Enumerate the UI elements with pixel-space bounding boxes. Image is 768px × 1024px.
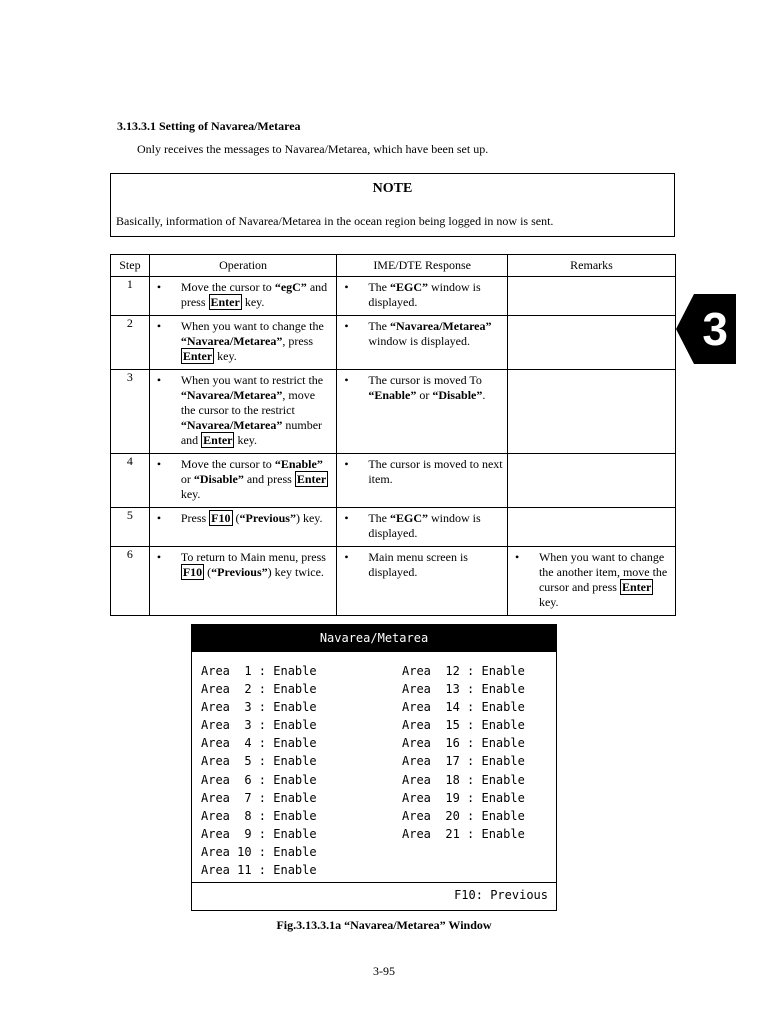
figure-caption: Fig.3.13.3.1a “Navarea/Metarea” Window [276,918,492,932]
remarks-cell [507,508,675,547]
section-heading: 3.13.3.1 Setting of Navarea/Metarea [117,119,301,133]
key-label: Enter [210,295,240,309]
bold-term: “Navarea/Metarea” [180,334,283,348]
area-entry[interactable]: Area 5 : Enable [201,754,317,769]
table-row [111,547,676,616]
operation-cell [149,277,337,316]
text-run: When you want to restrict the [180,373,324,387]
step-number: 1 [111,277,150,316]
key-label: Enter [621,580,652,594]
step-number: 4 [111,454,150,508]
window-footer: F10: Previous [454,888,548,902]
procedure-table [110,254,676,616]
bold-term: “Navarea/Metarea” [389,319,492,333]
bold-term: “Enable” [368,388,417,402]
area-entry[interactable]: Area 10 : Enable [201,844,317,859]
remarks-cell [507,316,675,370]
bold-term: “EGC” [389,511,428,525]
bold-term: “Previous” [239,511,296,525]
text-run: , move the cursor to the restrict [180,388,316,417]
bold-term: “EGC” [389,280,428,294]
table-row [111,370,676,454]
text-run: and press [243,472,295,486]
key-label: F10 [182,565,203,579]
operation-cell [149,316,337,370]
text-run: The cursor is moved to next item. [368,457,503,486]
text-run: ( [232,511,240,525]
table-row [111,454,676,508]
area-entry[interactable]: Area 21 : Enable [402,826,525,841]
table-header-row [111,255,676,277]
step-number: 3 [111,370,150,454]
text-run: The [368,511,390,525]
text-run: Main menu screen is displayed. [368,550,468,579]
bullet-item [150,454,337,507]
area-entry[interactable]: Area 8 : Enable [201,808,317,823]
text-run: or [180,472,194,486]
header-step: Step [111,255,150,277]
area-entry[interactable]: Area 3 : Enable [201,700,317,715]
bold-term: “Enable” [274,457,323,471]
text-run: ) key twice. [267,565,324,579]
operation-cell [149,370,337,454]
text-run: key. [214,349,237,363]
bullet-item [337,277,507,315]
header-operation: Operation [149,255,337,277]
text-run: When you want to change the [180,319,324,333]
bullet-item [337,454,507,492]
text-run: Move the cursor to [180,280,275,294]
bullet-item [337,370,507,408]
area-entry[interactable]: Area 1 : Enable [201,664,317,678]
text-run: key. [538,595,559,609]
response-cell [337,316,508,370]
bullet-item [150,316,337,369]
text-run: number and [180,418,323,447]
operation-cell [149,454,337,508]
text-run: ) key. [295,511,323,525]
chapter-tab-number: 3 [702,303,728,355]
step-number: 5 [111,508,150,547]
table-row [111,316,676,370]
text-run: window is displayed. [368,511,481,540]
table-body [111,277,676,616]
bold-term: “Navarea/Metarea” [180,418,283,432]
note-box [110,173,675,237]
note-title: NOTE [372,181,413,196]
area-entry[interactable]: Area 6 : Enable [201,772,317,787]
area-entry[interactable]: Area 20 : Enable [402,808,525,823]
response-cell [337,277,508,316]
bullet-item [337,547,507,585]
area-entry[interactable]: Area 15 : Enable [402,718,525,733]
response-cell [337,508,508,547]
intro-text: Only receives the messages to Navarea/Metarea, which have been set up. [137,142,489,156]
text-run: key. [180,487,201,501]
area-entry[interactable]: Area 3 : Enable [201,718,317,733]
table-row [111,277,676,316]
text-run: Press [180,511,210,525]
header-remarks: Remarks [507,255,675,277]
area-entry[interactable]: Area 4 : Enable [201,736,317,751]
text-run: The [368,280,390,294]
bullet-item [150,547,337,585]
bullet-item [150,508,337,531]
text-run: or [416,388,433,402]
step-number: 2 [111,316,150,370]
text-run: window is displayed. [368,280,481,309]
remarks-cell [507,370,675,454]
page-number: 3-95 [373,964,395,978]
area-entry[interactable]: Area 11 : Enable [201,863,317,878]
area-entry[interactable]: Area 7 : Enable [201,790,317,805]
step-number: 6 [111,547,150,616]
bold-term: “Navarea/Metarea” [180,388,283,402]
operation-cell [149,508,337,547]
remarks-cell [507,277,675,316]
bullet-item [337,508,507,546]
area-entry[interactable]: Area 17 : Enable [402,754,525,769]
text-run: To return to Main menu, press [180,550,326,564]
bullet-item [337,316,507,354]
text-run: , press [282,334,314,348]
text-run: The cursor is moved To [368,373,482,387]
response-cell [337,547,508,616]
area-entry[interactable]: Area 19 : Enable [402,790,525,805]
navarea-window [191,624,557,911]
bold-term: “Previous” [211,565,268,579]
text-run: and press [180,280,328,309]
area-entry[interactable]: Area 9 : Enable [201,826,317,841]
text-run: key. [234,433,258,447]
header-response: IME/DTE Response [337,255,508,277]
remarks-cell [507,547,675,616]
bullet-item [508,547,675,615]
area-list-right [402,662,525,843]
key-label: Enter [296,472,327,486]
area-entry[interactable]: Area 13 : Enable [402,682,525,697]
window-divider [192,882,556,883]
text-run: . [482,388,486,402]
bullet-item [150,370,337,453]
text-run: window is displayed. [368,334,470,348]
remarks-cell [507,454,675,508]
area-list-left [201,662,317,879]
text-run: When you want to change the another item, move the cursor and press [538,550,668,594]
key-label: Enter [182,349,213,363]
text-run: Move the cursor to [180,457,275,471]
window-title: Navarea/Metarea [192,625,556,652]
text-run: The [368,319,390,333]
bold-term: “Disable” [193,472,244,486]
area-entry[interactable]: Area 12 : Enable [402,664,525,678]
text-run: key. [241,295,265,309]
key-label: F10 [211,511,231,525]
area-entry[interactable]: Area 2 : Enable [201,682,317,697]
area-entry[interactable]: Area 14 : Enable [402,700,525,715]
bold-term: “egC” [274,280,307,294]
bold-term: “Disable” [432,388,483,402]
operation-cell [149,547,337,616]
note-text: Basically, information of Navarea/Metarea in the ocean region being logged in now is sent. [116,214,554,228]
bullet-item [150,277,337,315]
response-cell [337,370,508,454]
response-cell [337,454,508,508]
key-label: Enter [203,433,233,447]
text-run: ( [204,565,212,579]
area-entry[interactable]: Area 18 : Enable [402,772,525,787]
area-entry[interactable]: Area 16 : Enable [402,736,525,751]
table-row [111,508,676,547]
